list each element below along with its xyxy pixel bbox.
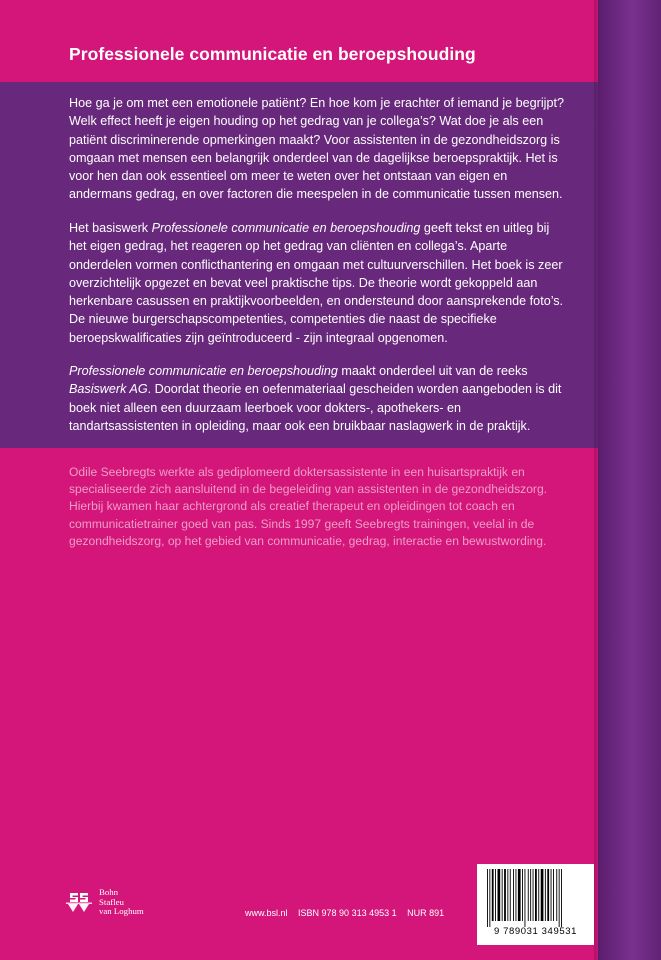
barcode-bar — [551, 869, 552, 921]
description-paragraph — [69, 219, 569, 347]
barcode-bar — [530, 869, 531, 921]
series-middle: maakt onderdeel uit van de reeks — [337, 364, 528, 378]
barcode-bar — [513, 869, 514, 921]
barcode-bar — [502, 869, 503, 921]
publisher-name — [99, 888, 144, 917]
barcode-bar — [545, 869, 546, 921]
barcode-bar — [492, 869, 494, 921]
nur-text: NUR 891 — [407, 908, 445, 918]
publisher-line-2: Stafleu — [99, 896, 124, 907]
publisher-line-3: van Loghum — [99, 906, 144, 916]
barcode-bar — [556, 869, 557, 921]
barcode-bar — [538, 869, 539, 921]
footer-info — [245, 908, 452, 918]
barcode-bar — [553, 869, 554, 921]
isbn-text: ISBN 978 90 313 4953 1 — [298, 908, 397, 918]
publisher-logo — [66, 888, 144, 917]
barcode-bar — [535, 869, 537, 921]
barcode-number: 9 789031 349531 — [494, 926, 577, 937]
series-title-italic: Professionele communicatie en beroepshouding — [69, 364, 338, 378]
barcode-bar — [547, 869, 549, 921]
description-prefix: Het basiswerk — [69, 221, 152, 235]
barcode-bar — [495, 869, 496, 921]
barcode-bar — [507, 869, 508, 921]
series-name-italic: Basiswerk AG — [69, 382, 148, 397]
author-bio: Odile Seebregts werkte als gediplomeerd doktersassistente in een huisartspraktijk en specialiseerde zich aansluitend in de begeleiding van assistenten in de gezondheidszorg. Hierbij kwamen haar achtergrond als creatief therapeut en opleidingen tot coach en communicatietrainer goed van pas. Sinds 1997 geeft Seebregts trainingen, veelal in de gezondheidszorg, op het gebied van communicatie, gedrag, interactie en bewustwording. — [69, 465, 548, 548]
barcode-bar — [516, 869, 517, 921]
barcode-bar — [510, 869, 511, 921]
barcode-bar — [504, 869, 506, 921]
book-title-italic: Professionele communicatie en beroepshouding — [151, 221, 421, 235]
barcode-bar — [518, 869, 521, 921]
website-link[interactable]: www.bsl.nl — [245, 908, 288, 918]
series-paragraph — [69, 362, 569, 435]
barcode-bar — [559, 869, 560, 927]
book-spine — [598, 0, 661, 960]
barcode-bars — [487, 869, 584, 927]
barcode-bar — [525, 869, 526, 927]
barcode — [477, 864, 594, 945]
barcode-bar — [533, 869, 534, 921]
barcode-bar — [561, 869, 562, 927]
barcode-bar — [489, 869, 490, 927]
series-body: . Doordat theorie en oefenmateriaal gescheiden worden aangeboden is dit boek niet alleen een duurzaam leerboek voor dokters-, apothekers- en tandartsassistenten in opleiding, maar ook een bruikbaar naslagwerk in de praktijk. — [69, 382, 562, 433]
barcode-bar — [487, 869, 488, 927]
description-body: geeft tekst en uitleg bij het eigen gedrag, het reageren op het gedrag van cliënten en collega’s. Aparte onderdelen vormen conflicthantering en omgaan met cultuurverschillen. Het boek is zeer overzichtelijk opgezet en bevat veel praktische tips. De theorie wordt gekoppeld aan herkenbare casussen en praktijkvoorbeelden, en ondersteund door aansprekende foto’s. De nieuwe burgerschapscompetenties, competenties die naast de specifieke beroepskwalificaties zijn geïntroduceerd - zijn integraal opgenomen. — [69, 221, 564, 345]
spine-shadow — [594, 0, 600, 960]
intro-paragraph: Hoe ga je om met een emotionele patiënt? En hoe kom je erachter of iemand je begrijpt? Welk effect heeft je eigen houding op het gedrag van je collega’s? Wat doe je als een patiënt discriminerende opmerkingen maakt? Voor assistenten in de gezondheidszorg is omgaan met mensen een belangrijk onderdeel van de dagelijkse beroepspraktijk. Het is voor hen dan ook essentieel om meer te weten over het ontstaan van eigen en andermans gedrag, en over factoren die meespelen in de communicatie tussen mensen. — [69, 96, 564, 202]
book-title: Professionele communicatie en beroepshouding — [69, 44, 476, 64]
bsl-logo-icon — [66, 890, 94, 914]
barcode-bar — [498, 869, 501, 921]
publisher-line-1: Bohn — [99, 887, 119, 897]
barcode-bar — [528, 869, 529, 921]
barcode-bar — [522, 869, 523, 921]
barcode-bar — [541, 869, 544, 921]
